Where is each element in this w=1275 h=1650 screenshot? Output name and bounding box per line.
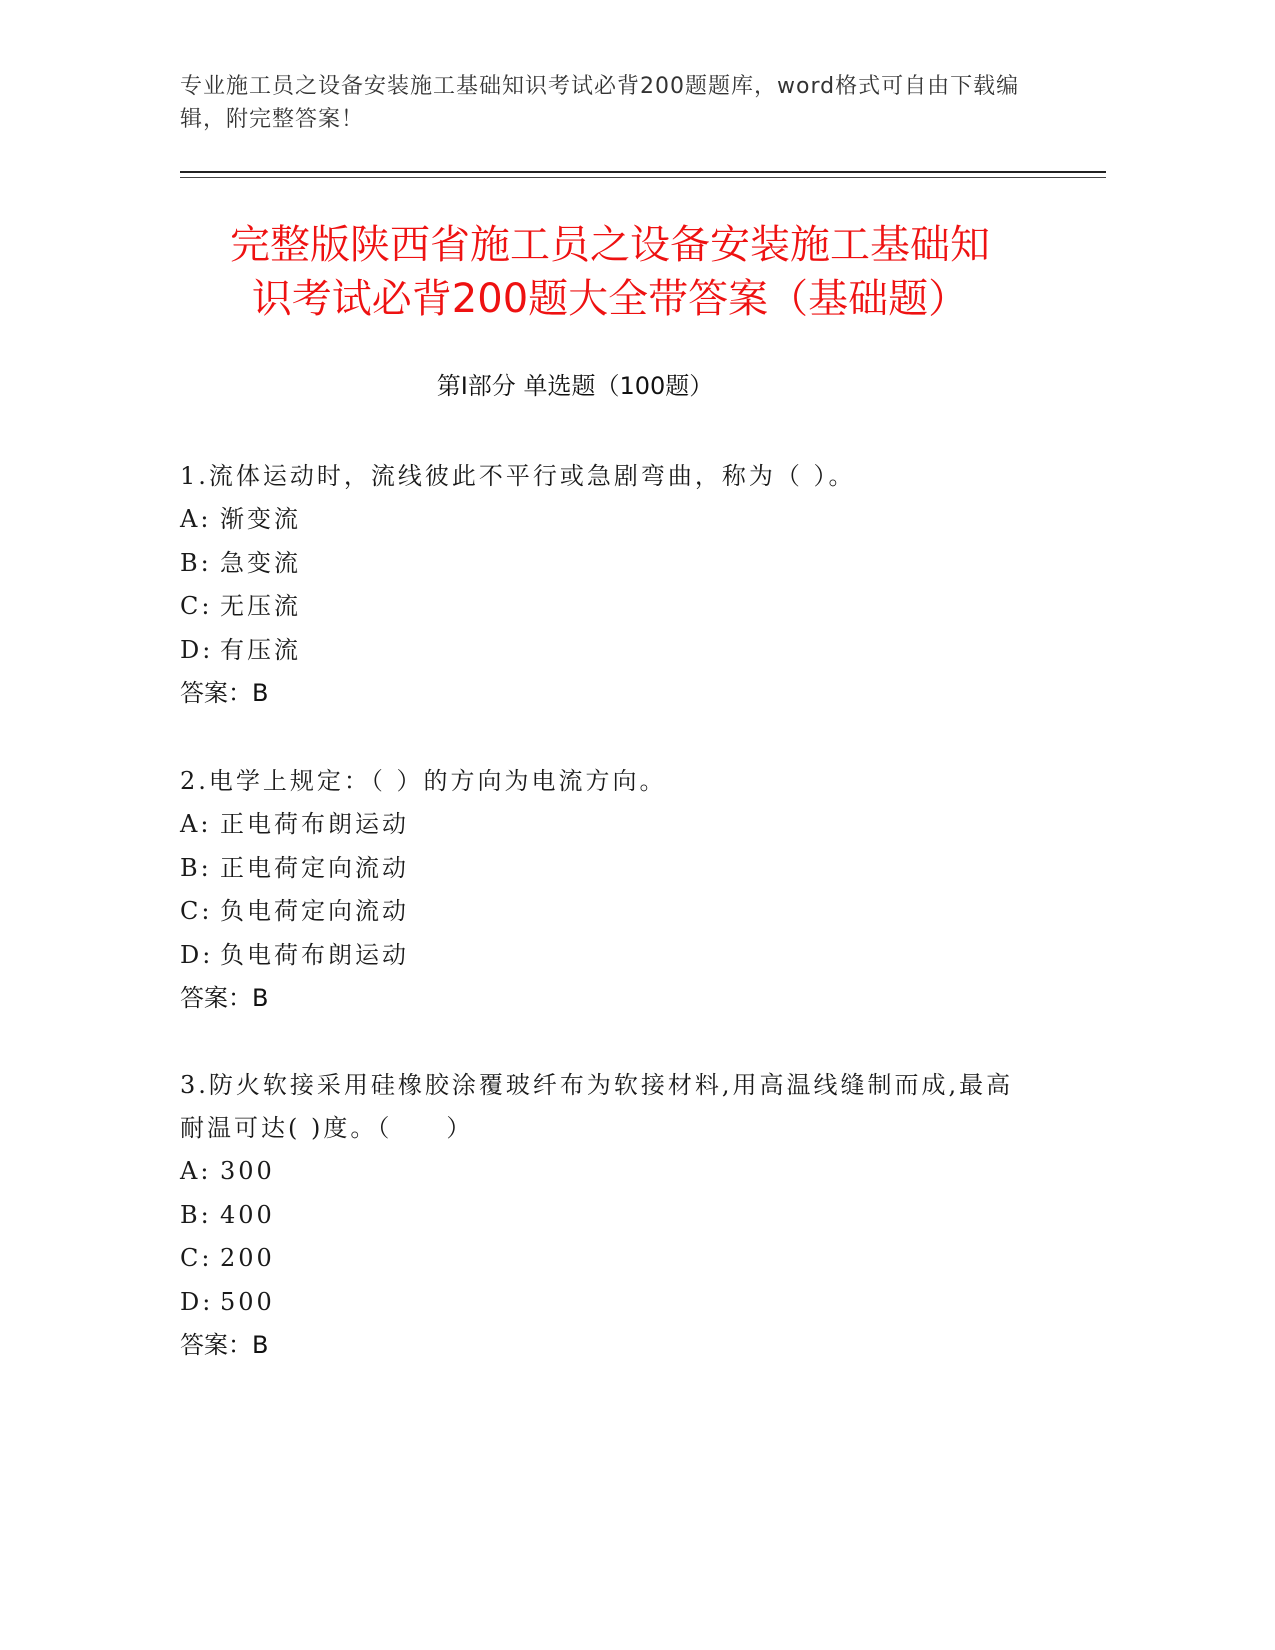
question-option-a bbox=[180, 803, 1040, 847]
option-letter: D: bbox=[180, 1287, 214, 1316]
option-text: 急变流 bbox=[220, 548, 301, 577]
header-divider-thin bbox=[180, 177, 1106, 178]
question-2 bbox=[180, 760, 1040, 1021]
document-title-line2: 识考试必背200题大全带答案（基础题） bbox=[251, 276, 969, 322]
option-text: 无压流 bbox=[220, 592, 301, 620]
option-text: 渐变流 bbox=[220, 505, 301, 533]
option-letter: D: bbox=[180, 940, 214, 969]
option-letter: B: bbox=[180, 1200, 212, 1229]
question-option-a bbox=[180, 1150, 1040, 1194]
question-stem: 3.防火软接采用硅橡胶涂覆玻纤布为软接材料,用高温线缝制而成,最高耐温可达( )度。（ ） bbox=[180, 1071, 1014, 1142]
option-text: 正电荷定向流动 bbox=[220, 853, 409, 882]
section-title: 第I部分 单选题（100题） bbox=[436, 372, 714, 400]
option-letter: C: bbox=[180, 592, 213, 620]
question-stem: 1.流体运动时，流线彼此不平行或急剧弯曲，称为（ ）。 bbox=[180, 462, 856, 490]
document-title bbox=[160, 218, 1060, 326]
question-option-b bbox=[180, 542, 1040, 586]
option-letter: C: bbox=[180, 1244, 213, 1272]
option-text: 负电荷布朗运动 bbox=[220, 940, 409, 969]
header-divider-thick bbox=[180, 171, 1106, 173]
option-letter: C: bbox=[180, 897, 213, 925]
option-text: 500 bbox=[220, 1287, 275, 1316]
question-option-d bbox=[180, 629, 1040, 673]
question-stem: 2.电学上规定：（ ）的方向为电流方向。 bbox=[180, 767, 667, 795]
question-option-d bbox=[180, 1281, 1040, 1325]
question-option-a bbox=[180, 498, 1040, 542]
option-text: 负电荷定向流动 bbox=[220, 897, 409, 925]
question-3 bbox=[180, 1064, 1040, 1368]
option-letter: B: bbox=[180, 853, 212, 882]
question-1 bbox=[180, 455, 1040, 716]
question-option-c bbox=[180, 890, 1040, 934]
question-option-c bbox=[180, 585, 1040, 629]
option-text: 正电荷布朗运动 bbox=[220, 810, 409, 838]
question-option-b bbox=[180, 1194, 1040, 1238]
question-answer: 答案：B bbox=[180, 1331, 269, 1359]
question-answer: 答案：B bbox=[180, 679, 269, 707]
question-option-b bbox=[180, 847, 1040, 891]
question-option-d bbox=[180, 934, 1040, 978]
question-option-c bbox=[180, 1237, 1040, 1281]
option-letter: B: bbox=[180, 548, 212, 577]
option-letter: A: bbox=[180, 1157, 212, 1185]
document-title-line1: 完整版陕西省施工员之设备安装施工基础知 bbox=[230, 222, 990, 268]
option-letter: A: bbox=[180, 505, 212, 533]
question-answer: 答案：B bbox=[180, 984, 269, 1012]
option-text: 200 bbox=[220, 1244, 275, 1272]
option-text: 有压流 bbox=[220, 635, 301, 664]
header-note: 专业施工员之设备安装施工基础知识考试必背200题题库，word格式可自由下载编辑，附完整答案！ bbox=[180, 74, 1020, 132]
option-letter: A: bbox=[180, 810, 212, 838]
option-letter: D: bbox=[180, 635, 214, 664]
option-text: 400 bbox=[220, 1200, 275, 1229]
option-text: 300 bbox=[220, 1157, 275, 1185]
